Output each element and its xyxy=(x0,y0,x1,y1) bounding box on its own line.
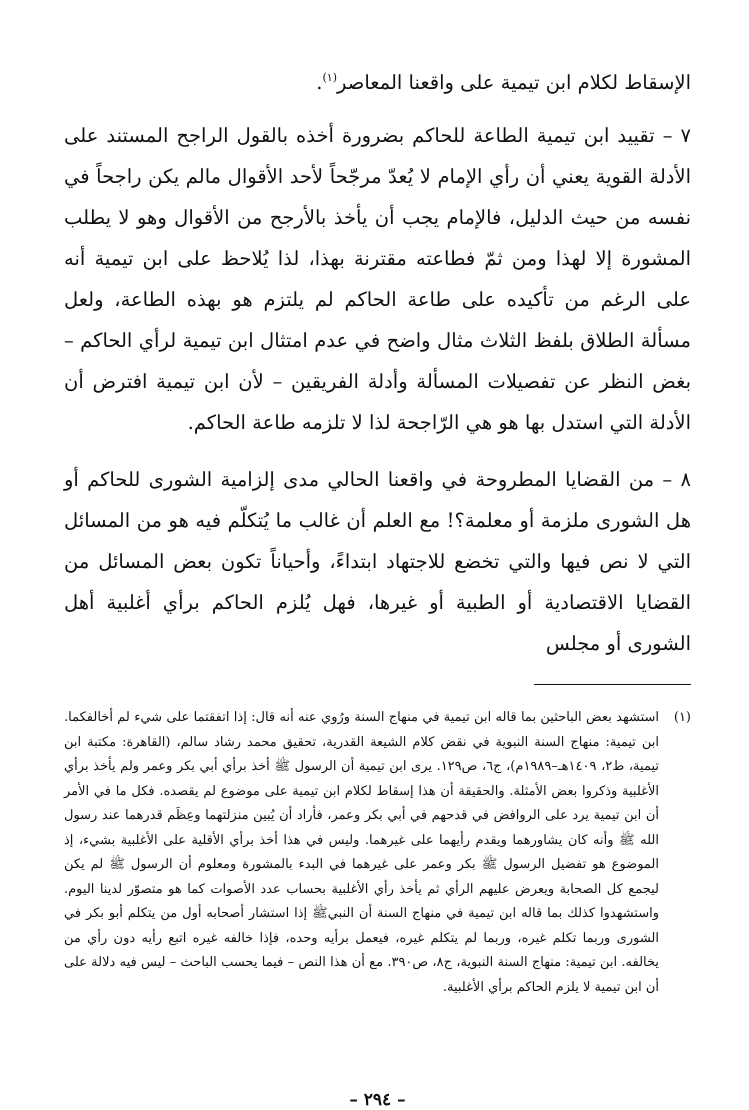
footnote-reference[interactable]: (١) xyxy=(322,71,338,84)
paragraph-intro xyxy=(64,62,691,103)
page-number: – ٢٩٤ – xyxy=(349,1090,406,1110)
page xyxy=(64,62,691,1110)
paragraph-intro-tail: . xyxy=(316,71,323,94)
footnote-1 xyxy=(64,706,691,1000)
paragraph-intro-text: الإسقاط لكلام ابن تيمية على واقعنا المعاصر xyxy=(337,71,691,94)
footnote-number: (١) xyxy=(673,710,691,725)
footnote-separator xyxy=(534,684,691,685)
paragraph-point-7: ٧ – تقييد ابن تيمية الطاعة للحاكم بضرورة أخذه بالقول الراجح المستند على الأدلة القوية يعني أن رأي الإمام لا يُعدّ مرجّحاً لأحد الأقوال مالم يكن راجحاً في نفسه من حيث الدليل، فالإمام يجب أن يأخذ بالأرجح من الأقوال وهو لا يطلب المشورة إلا لهذا ومن ثمّ فطاعته مقترنة بهذا، لذا يُلاحظ على ابن تيمية أنه على الرغم من تأكيده على طاعة الحاكم لم يلتزم هو بهذه الطاعة، ولعل مسألة الطلاق بلفظ الثلاث مثال واضح في عدم امتثال ابن تيمية لرأي الحاكم – بغض النظر عن تفصيلات المسألة وأدلة الفريقين – لأن ابن تيمية افترض أن الأدلة التي استدل بها هو هي الرّاجحة لذا لا تلزمه طاعة الحاكم. xyxy=(64,124,691,434)
paragraph-point-8: ٨ – من القضايا المطروحة في واقعنا الحالي مدى إلزامية الشورى للحاكم أو هل الشورى ملزمة أو معلمة؟! مع العلم أن غالب ما يُتكلّم فيه هو من المسائل التي لا نص فيها والتي تخضع للاجتهاد ابتداءً، وأحياناً تكون بعض المسائل من القضايا الاقتصادية أو الطبية أو غيرها، فهل يُلزم الحاكم برأي أغلبية أهل الشورى أو مجلس xyxy=(64,468,691,655)
footnote-text: استشهد بعض الباحثين بما قاله ابن تيمية في منهاج السنة ورُوي عنه أنه قال: إذا اتفقتما على شيء لم أخالفكما. ابن تيمية: منهاج السنة النبوية في نقض كلام الشيعة القدرية، تحقيق محمد رشاد سالم، (القاهرة: مكتبة ابن تيمية، ط٢، ١٤٠٩هـ–١٩٨٩م)، ج٦، ص١٢٩. يرى ابن تيمية أن الرسول ﷺ أخذ برأي أبي بكر وعمر ولم يأخذ برأي الأغلبية وذكروا بعض الأمثلة. والحقيقة أن هذا إسقاط لكلام ابن تيمية على موضوع لم يقصده. فكل ما في الأمر أن ابن تيمية يرد على الروافض في قدحهم في أبي بكر وعمر، فأراد أن يُبين منزلتهما وعِظَم قدرهما عند رسول الله ﷺ وأنه كان يشاورهما ويقدم رأيهما على غيرهما. وليس في هذا أخذ برأي الأقلية على الأغلبية بشيء، إذ الموضوع هو تفضيل الرسول ﷺ بكر وعمر على غيرهما في البدء بالمشورة ومعلوم أن الرسول ﷺ لم يكن ليجمع كل الصحابة ويعرض عليهم الرأي ثم يأخذ رأي الأغلبية بحساب عدد الأصوات كما هو متصوّر لدينا اليوم. واستشهدوا كذلك بما قاله ابن تيمية في منهاج السنة أن النبيﷺ إذا استشار أصحابه أول من يتكلم أبو بكر في الشورى وربما تكلم غيره، وربما لم يتكلم غيره، فيعمل برأيه وحده، فإذا خالفه غيره اتبع رأيه دون رأي من يخالفه. ابن تيمية: منهاج السنة النبوية، ج٨، ص٣٩٠. مع أن هذا النص – فيما يحسب الباحث – ليس فيه دلالة على أن ابن تيمية لا يلزم الحاكم برأي الأغلبية. xyxy=(64,710,659,995)
footnotes xyxy=(64,706,691,1000)
body-text xyxy=(64,62,691,664)
